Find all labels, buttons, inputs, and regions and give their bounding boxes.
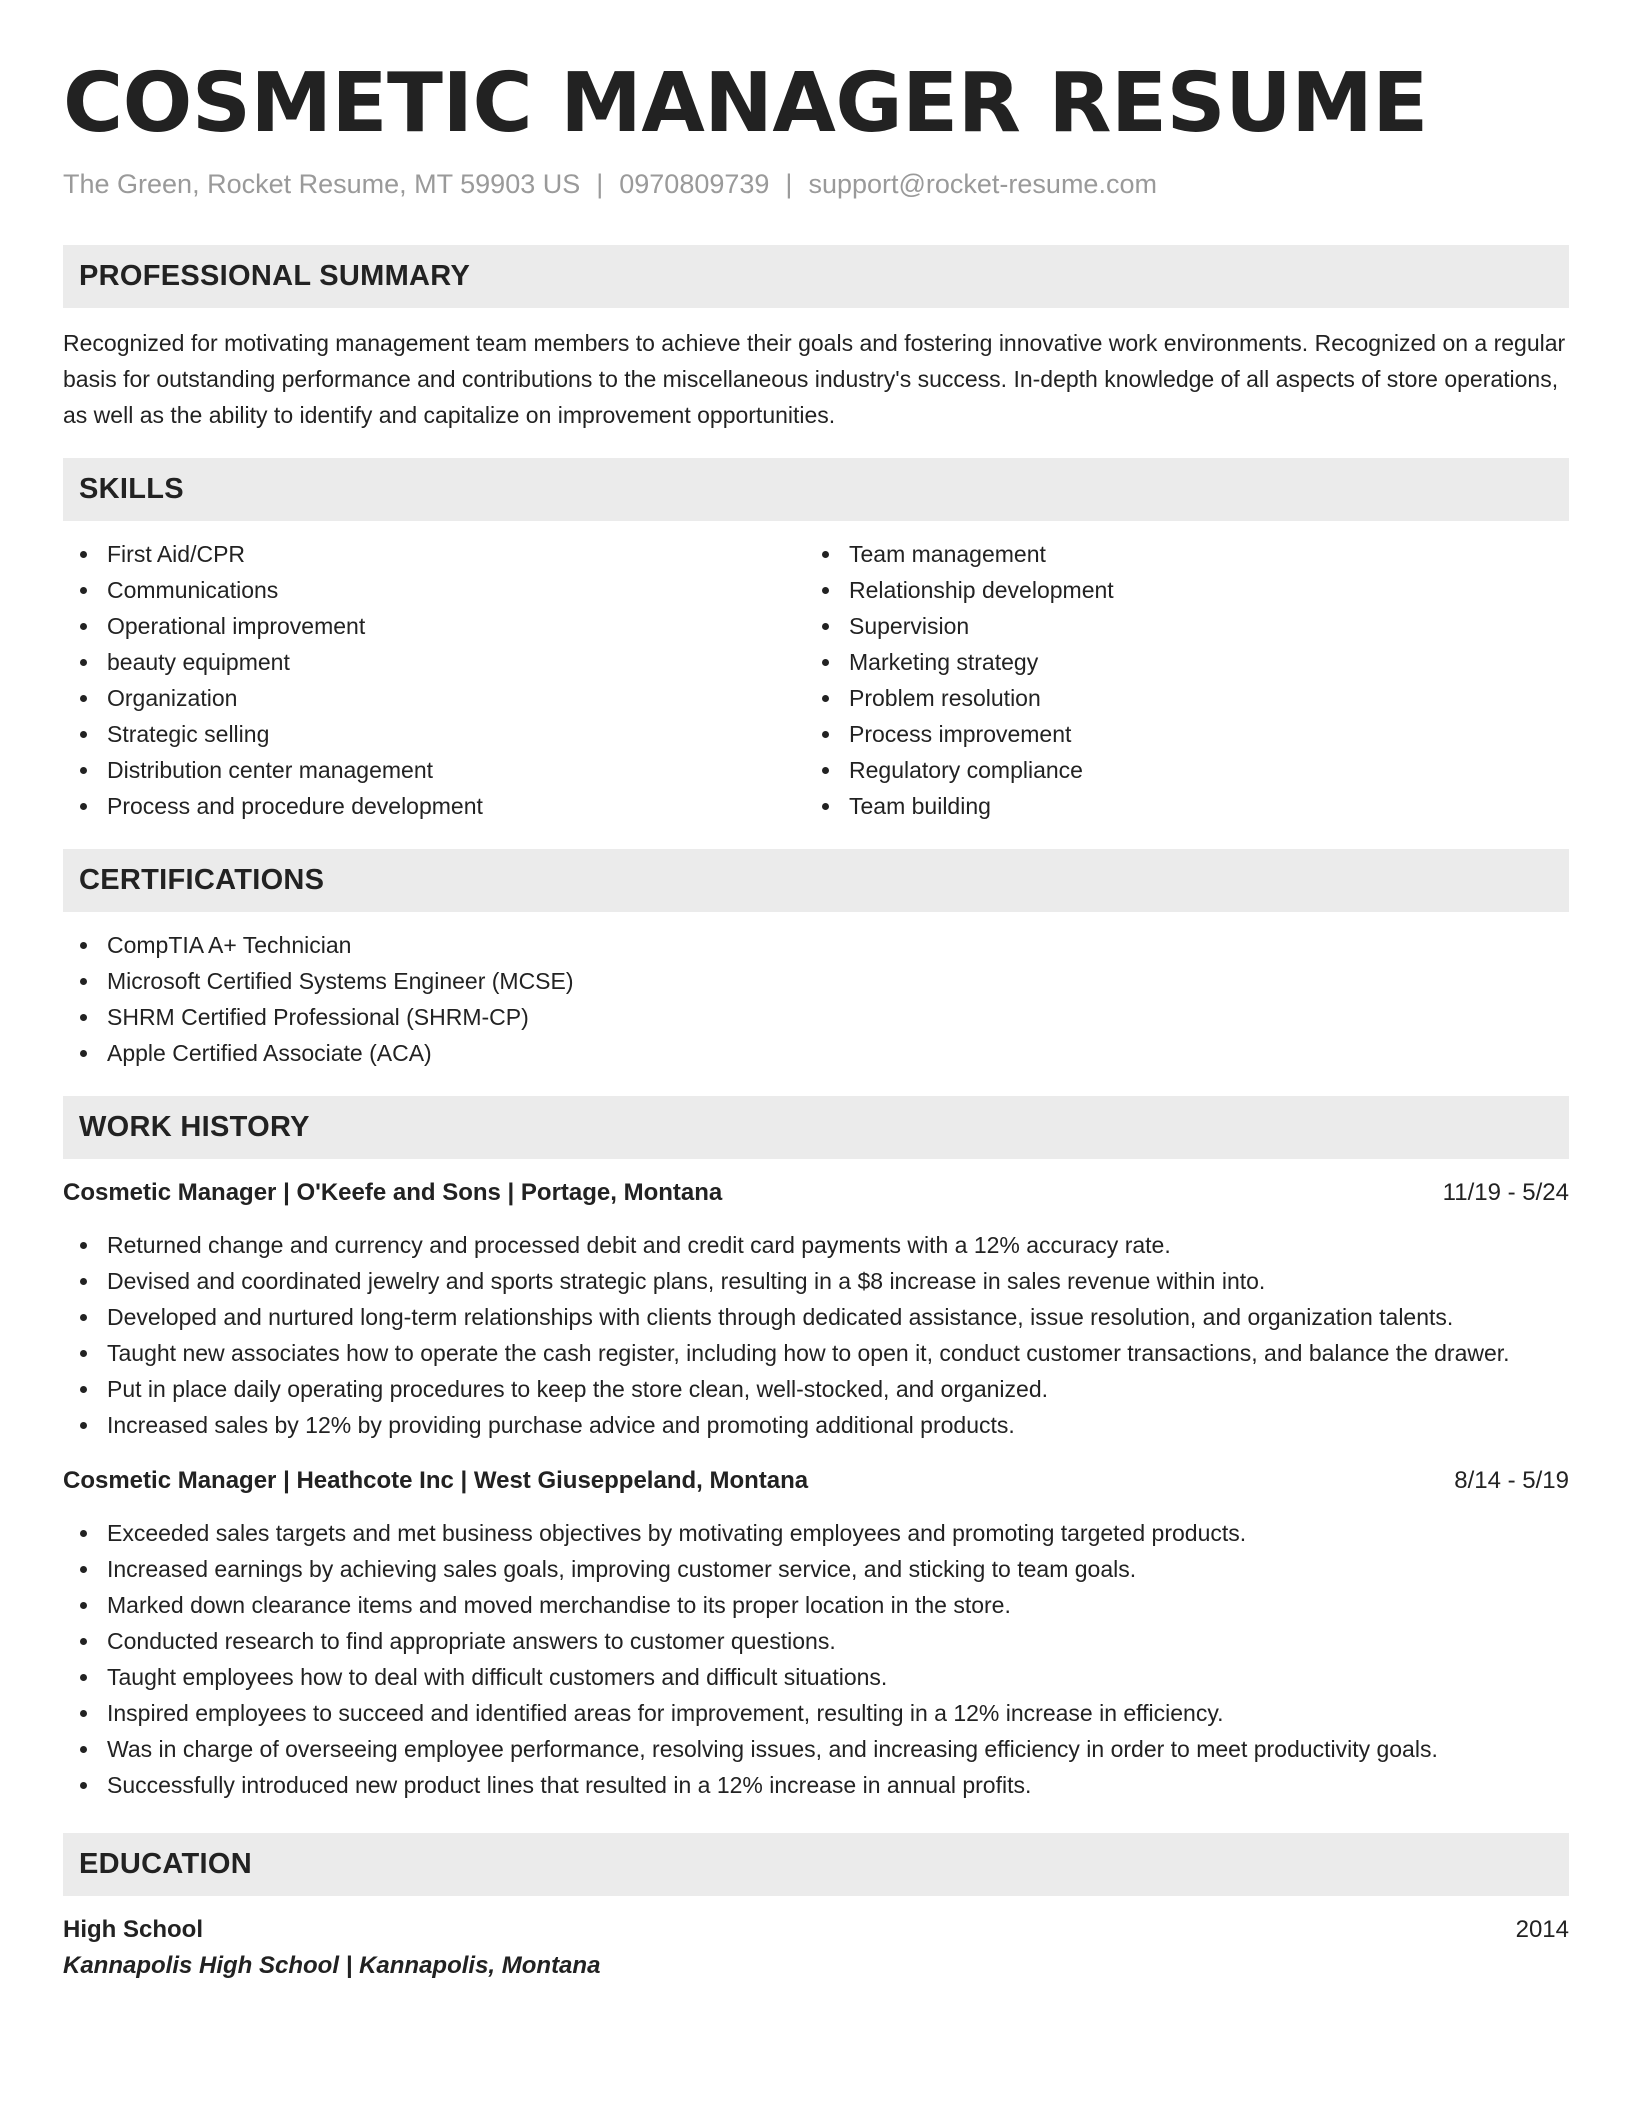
contact-line	[63, 166, 1569, 202]
certification-item: SHRM Certified Professional (SHRM-CP)	[63, 999, 1569, 1035]
contact-address: The Green, Rocket Resume, MT 59903 US	[63, 169, 581, 199]
job-bullet: Exceeded sales targets and met business objectives by motivating employees and promoting targeted products.	[63, 1515, 1569, 1551]
skill-item: Regulatory compliance	[805, 752, 1547, 788]
education-degree: High School	[63, 1916, 203, 1943]
contact-email: support@rocket-resume.com	[808, 169, 1157, 199]
contact-separator: |	[596, 169, 604, 199]
job-title: Cosmetic Manager | Heathcote Inc | West Giuseppeland, Montana	[63, 1467, 809, 1494]
job-bullet: Developed and nurtured long-term relationships with clients through dedicated assistance, issue resolution, and organization talents.	[63, 1299, 1569, 1335]
job-entry	[63, 1463, 1569, 1803]
skill-item: Process improvement	[805, 716, 1547, 752]
job-entry	[63, 1175, 1569, 1443]
skill-item: beauty equipment	[63, 644, 805, 680]
skill-item: Operational improvement	[63, 608, 805, 644]
resume-title: COSMETIC MANAGER RESUME	[63, 56, 1428, 151]
job-dates: 11/19 - 5/24	[1442, 1179, 1569, 1206]
job-bullet: Taught employees how to deal with difficult customers and difficult situations.	[63, 1659, 1569, 1695]
job-bullet: Put in place daily operating procedures to keep the store clean, well-stocked, and organized.	[63, 1371, 1569, 1407]
job-dates: 8/14 - 5/19	[1454, 1467, 1569, 1494]
skill-item: Team building	[805, 788, 1547, 824]
job-bullet: Returned change and currency and processed debit and credit card payments with a 12% accuracy rate.	[63, 1227, 1569, 1263]
job-bullets	[63, 1515, 1569, 1803]
skills-column-right	[805, 536, 1547, 824]
skills-list	[63, 536, 1569, 824]
skill-item: Team management	[805, 536, 1547, 572]
skill-item: Distribution center management	[63, 752, 805, 788]
certification-item: CompTIA A+ Technician	[63, 927, 1569, 963]
section-heading-summary: PROFESSIONAL SUMMARY	[63, 245, 1569, 308]
section-heading-skills: SKILLS	[63, 458, 1569, 521]
job-bullet: Increased earnings by achieving sales goals, improving customer service, and sticking to team goals.	[63, 1551, 1569, 1587]
education-header	[63, 1912, 1569, 1948]
job-bullet: Was in charge of overseeing employee performance, resolving issues, and increasing efficiency in order to meet productivity goals.	[63, 1731, 1569, 1767]
skill-item: Supervision	[805, 608, 1547, 644]
certification-item: Apple Certified Associate (ACA)	[63, 1035, 1569, 1071]
section-heading-education: EDUCATION	[63, 1833, 1569, 1896]
education-year: 2014	[1515, 1916, 1569, 1943]
contact-separator: |	[785, 169, 793, 199]
section-heading-certifications: CERTIFICATIONS	[63, 849, 1569, 912]
skill-item: Relationship development	[805, 572, 1547, 608]
summary-text: Recognized for motivating management team members to achieve their goals and fostering innovative work environments. Recognized on a regular basis for outstanding performance and contributions to the miscellaneous industry's success. In-depth knowledge of all aspects of store operations, as well as the ability to identify and capitalize on improvement opportunities.	[63, 330, 1566, 428]
job-bullet: Marked down clearance items and moved merchandise to its proper location in the store.	[63, 1587, 1569, 1623]
skill-item: Strategic selling	[63, 716, 805, 752]
section-heading-work-history: WORK HISTORY	[63, 1096, 1569, 1159]
certification-item: Microsoft Certified Systems Engineer (MCSE)	[63, 963, 1569, 999]
certifications-list	[63, 927, 1569, 1071]
job-header	[63, 1463, 1569, 1499]
skill-item: Marketing strategy	[805, 644, 1547, 680]
skills-column-left	[63, 536, 805, 824]
job-bullet: Increased sales by 12% by providing purchase advice and promoting additional products.	[63, 1407, 1569, 1443]
job-bullet: Inspired employees to succeed and identified areas for improvement, resulting in a 12% increase in efficiency.	[63, 1695, 1569, 1731]
job-header	[63, 1175, 1569, 1211]
job-bullet: Devised and coordinated jewelry and sports strategic plans, resulting in a $8 increase in sales revenue within into.	[63, 1263, 1569, 1299]
skill-item: Organization	[63, 680, 805, 716]
job-bullet: Taught new associates how to operate the cash register, including how to open it, conduct customer transactions, and balance the drawer.	[63, 1335, 1569, 1371]
education-school: Kannapolis High School | Kannapolis, Montana	[63, 1952, 601, 1979]
job-title: Cosmetic Manager | O'Keefe and Sons | Portage, Montana	[63, 1179, 723, 1206]
education-entry	[63, 1912, 1569, 1984]
job-bullet: Successfully introduced new product lines that resulted in a 12% increase in annual profits.	[63, 1767, 1569, 1803]
skill-item: Process and procedure development	[63, 788, 805, 824]
job-bullet: Conducted research to find appropriate answers to customer questions.	[63, 1623, 1569, 1659]
skill-item: Communications	[63, 572, 805, 608]
skill-item: First Aid/CPR	[63, 536, 805, 572]
skill-item: Problem resolution	[805, 680, 1547, 716]
contact-phone: 0970809739	[619, 169, 770, 199]
job-bullets	[63, 1227, 1569, 1443]
